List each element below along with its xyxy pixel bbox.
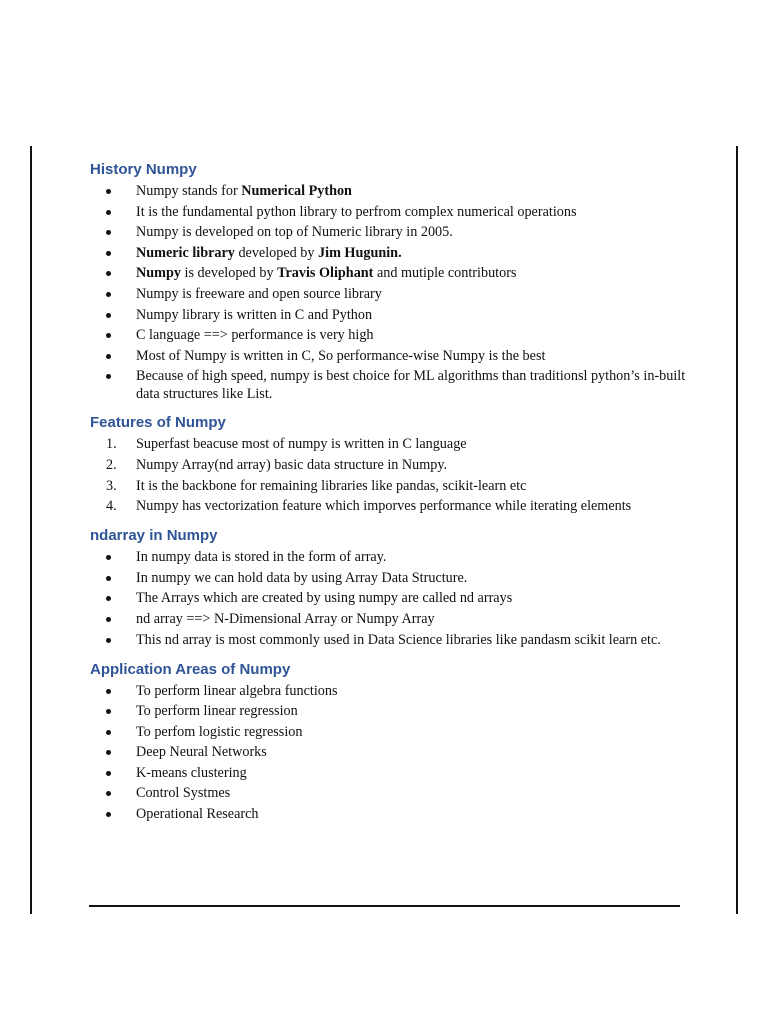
list-number: 1. — [106, 436, 117, 453]
item-text: nd array ==> N-Dimensional Array or Numpy Array — [136, 610, 435, 627]
list-item — [90, 347, 690, 365]
list-item — [90, 203, 690, 221]
bullet-list — [90, 548, 690, 648]
list-item — [90, 326, 690, 344]
section-4 — [90, 660, 690, 824]
item-text: Because of high speed, numpy is best choice for ML algorithms than traditionsl python’s in-built data structures like List. — [136, 368, 686, 403]
list-item — [90, 682, 690, 700]
section-1 — [90, 160, 690, 403]
bullet-dot-icon — [106, 374, 111, 379]
item-text: Control Systmes — [136, 785, 231, 802]
bullet-list — [90, 182, 690, 403]
bullet-dot-icon — [106, 189, 111, 194]
item-text: It is the fundamental python library to perfrom complex numerical operations — [136, 203, 577, 220]
item-text: In numpy data is stored in the form of array. — [136, 549, 387, 566]
list-item — [90, 285, 690, 303]
list-item — [90, 631, 690, 649]
bullet-dot-icon — [106, 730, 111, 735]
list-item — [90, 456, 690, 474]
list-item — [90, 182, 690, 200]
item-text: Numpy library is written in C and Python — [136, 306, 373, 323]
item-text: Numpy is freeware and open source library — [136, 285, 382, 302]
bullet-dot-icon — [106, 210, 111, 215]
list-item — [90, 548, 690, 566]
section-heading: Features of Numpy — [90, 414, 226, 432]
item-text: Deep Neural Networks — [136, 744, 267, 761]
list-item — [90, 244, 690, 262]
item-text: To perfom logistic regression — [136, 723, 303, 740]
list-item — [90, 435, 690, 453]
list-item — [90, 477, 690, 495]
item-text: Superfast beacuse most of numpy is written in C language — [136, 436, 467, 453]
section-2 — [90, 413, 690, 515]
item-text: is developed by — [180, 265, 278, 282]
bold-text: Travis Oliphant — [277, 265, 374, 282]
bottom-horizontal-rule — [89, 905, 680, 907]
item-text: To perform linear algebra functions — [136, 682, 338, 699]
bullet-dot-icon — [106, 791, 111, 796]
item-text: K-means clustering — [136, 764, 247, 781]
numbered-list — [90, 435, 690, 515]
section-3 — [90, 526, 690, 648]
item-text: Numpy is developed on top of Numeric library in 2005. — [136, 224, 453, 241]
bullet-dot-icon — [106, 313, 111, 318]
list-item — [90, 764, 690, 782]
list-item — [90, 223, 690, 241]
bold-text: Numeric library — [136, 244, 235, 261]
bullet-dot-icon — [106, 750, 111, 755]
bullet-list — [90, 682, 690, 824]
list-item — [90, 569, 690, 587]
item-text: In numpy we can hold data by using Array Data Structure. — [136, 569, 468, 586]
bullet-dot-icon — [106, 596, 111, 601]
item-text: Numpy has vectorization feature which imporves performance while iterating elements — [136, 498, 632, 515]
bullet-dot-icon — [106, 354, 111, 359]
document-content — [90, 160, 690, 826]
item-text: C language ==> performance is very high — [136, 327, 374, 344]
bullet-dot-icon — [106, 251, 111, 256]
bullet-dot-icon — [106, 230, 111, 235]
item-text: To perform linear regression — [136, 703, 298, 720]
bold-text: Numpy — [136, 265, 181, 282]
bullet-dot-icon — [106, 555, 111, 560]
bullet-dot-icon — [106, 771, 111, 776]
page-border-right — [736, 146, 738, 914]
bullet-dot-icon — [106, 689, 111, 694]
bullet-dot-icon — [106, 617, 111, 622]
item-text: It is the backbone for remaining libraries like pandas, scikit-learn etc — [136, 477, 527, 494]
list-item — [90, 784, 690, 802]
section-heading: Application Areas of Numpy — [90, 660, 291, 678]
list-item — [90, 805, 690, 823]
list-item — [90, 367, 690, 403]
bullet-dot-icon — [106, 271, 111, 276]
item-text: Most of Numpy is written in C, So performance-wise Numpy is the best — [136, 347, 546, 364]
item-text: and mutiple contributors — [373, 265, 517, 282]
bullet-dot-icon — [106, 812, 111, 817]
section-heading: ndarray in Numpy — [90, 527, 218, 545]
list-item — [90, 264, 690, 282]
list-item — [90, 306, 690, 324]
bold-text: Numerical Python — [241, 183, 352, 199]
item-text: Operational Research — [136, 806, 259, 823]
bold-text: Jim Hugunin. — [318, 244, 402, 261]
bullet-dot-icon — [106, 709, 111, 714]
bullet-dot-icon — [106, 292, 111, 297]
list-number: 2. — [106, 456, 117, 473]
bullet-dot-icon — [106, 576, 111, 581]
list-item — [90, 589, 690, 607]
item-text: The Arrays which are created by using numpy are called nd arrays — [136, 590, 513, 607]
item-text: Numpy stands for — [136, 183, 242, 199]
list-item — [90, 723, 690, 741]
list-item — [90, 702, 690, 720]
list-item — [90, 743, 690, 761]
list-number: 3. — [106, 477, 117, 494]
page-border-left — [30, 146, 32, 914]
item-text: This nd array is most commonly used in Data Science libraries like pandasm scikit learn etc. — [136, 631, 661, 648]
section-heading: History Numpy — [90, 161, 197, 178]
item-text: developed by — [234, 244, 319, 261]
list-number: 4. — [106, 498, 117, 515]
list-item — [90, 610, 690, 628]
bullet-dot-icon — [106, 638, 111, 643]
bullet-dot-icon — [106, 333, 111, 338]
item-text: Numpy Array(nd array) basic data structure in Numpy. — [136, 456, 448, 473]
list-item — [90, 497, 690, 515]
